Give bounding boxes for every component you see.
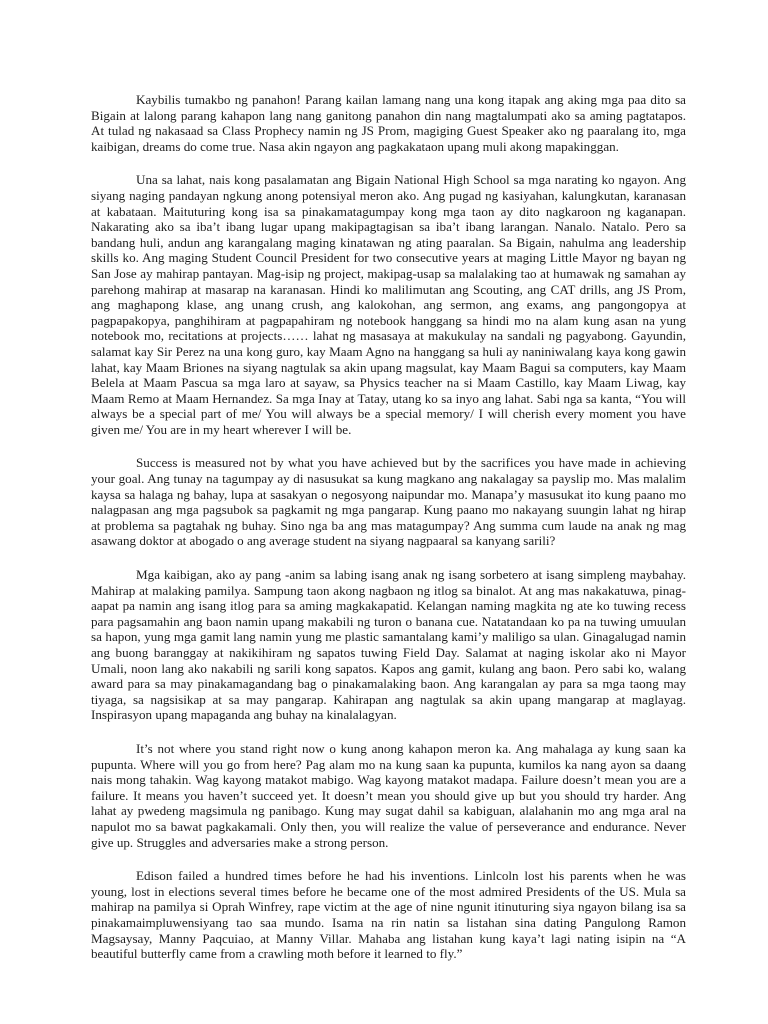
paragraph-gratitude: Una sa lahat, nais kong pasalamatan ang Bigain National High School sa mga narating ko ngayon. Ang siyang naging pandayan ngkung anong potensiyal meron ako. Ang pugad ng kasiyahan, kalungkutan, karanasan at kabataan. Maituturing kong isa sa pinakamatagumpay kong mga taon ay dito nagkaroon ng kaganapan. Nakarating ako sa iba’t ibang lugar upang makipagtagisan sa iba’t ibang larangan. Nanalo. Natalo. Pero sa bandang huli, andun ang karangalang maging kinatawan ng ating paaralan. Sa Bigain, nahulma ang leadership skills ko. Ang maging Student Council President for two consecutive years at maging Little Mayor ng bayan ng San Jose ay mahirap pantayan. Mag-isip ng project, makipag-usap sa malalaking tao at humawak ng samahan ay parehong mahirap at masarap na karanasan. Hindi ko malilimutan ang Scouting, ang CAT drills, ang JS Prom, ang maghapong klase, ang unang crush, ang kalokohan, ang sermon, ang exams, ang pangongopya at pagpapakopya, panghihiram at pagpapahiram ng notebook hanggang sa hindi mo na alam kung asan na yung notebook mo, recitations at projects…… lahat ng masasaya at makukulay na sandali ng pagyabong. Gayundin, salamat kay Sir Perez na una kong guro, kay Maam Agno na hanggang sa huli ay naniniwalang kaya kong gawin lahat, kay Maam Briones na siyang nagtulak sa akin upang magsulat, kay Maam Bagui sa computers, kay Maam Belela at Maam Pascua sa mga laro at sayaw, sa Physics teacher na si Maam Castillo, kay Maam Liwag, kay Maam Remo at Maam Hernandez. Sa mga Inay at Tatay, utang ko sa inyo ang lahat. Sabi nga sa kanta, “You will always be a special part of me/ You will always be a special memory/ I will cherish every moment you have given me/ You are in my heart wherever I will be. (91, 172, 686, 437)
paragraph-direction: It’s not where you stand right now o kung anong kahapon meron ka. Ang mahalaga ay kung saan ka pupunta. Where will you go from here? Pag alam mo na kung saan ka pupunta, kumilos ka nang ayon sa daang nais mong tahakin. Wag kayong matakot mabigo. Wag kayong matakot madapa. Failure doesn’t mean you are a failure. It means you haven’t succeed yet. It doesn’t mean you should give up but you should try harder. Ang lahat ay pwedeng magsimula ng panibago. Kung may sugat dahil sa kabiguan, alalahanin mo ang mga aral na napulot mo sa bawat pagkakamali. Only then, you will realize the value of perseverance and endurance. Never give up. Struggles and adversaries make a strong person. (91, 740, 686, 850)
paragraph-family: Mga kaibigan, ako ay pang -anim sa labing isang anak ng isang sorbetero at isang simpleng maybahay. Mahirap at malaking pamilya. Sampung taon akong nagbaon ng itlog sa binalot. At ang mas nakakatuwa, pinag-aapat pa namin ang isang itlog para sa aming magkakapatid. Kelangan naming magkita ng ate ko tuwing recess para pagsamahin ang baon namin upang makabili ng turon o banana cue. Natatandaan ko pa na tuwing umuulan sa hapon, yung mga gamit lang namin yung me plastic samantalang kami’y maliligo sa ulan. Ginagalugad namin ang buong baranggay at nakikihiram ng sapatos tuwing Field Day. Salamat at naging iskolar ako ni Mayor Umali, noon lang ako nakabili ng sarili kong sapatos. Kapos ang gamit, kulang ang baon. Pero sabi ko, walang award para sa may pinakamagandang bag o pinakamalaking baon. Ang karangalan ay para sa mga taong may tiyaga, sa nagsisikap at sa may pangarap. Kahirapan ang nagtulak sa akin upang mangarap at maglayag. Inspirasyon upang mapaganda ang buhay na kinalalagyan. (91, 567, 686, 723)
paragraph-intro: Kaybilis tumakbo ng panahon! Parang kailan lamang nang una kong itapak ang aking mga paa dito sa Bigain at lalong parang kahapon lang nang ganitong panahon din nang magtalumpati ako sa aming pagtatapos. At tulad ng nakasaad sa Class Prophecy namin ng JS Prom, magiging Guest Speaker ako ng paaralang ito, mga kaibigan, dreams do come true. Nasa akin ngayon ang pagkakataon upang muli akong mapakinggan. (91, 92, 686, 154)
paragraph-examples: Edison failed a hundred times before he had his inventions. Linlcoln lost his parents when he was young, lost in elections several times before he became one of the most admired Presidents of the US. Mula sa mahirap na pamilya si Oprah Winfrey, rape victim at the age of nine ngunit itinuturing siya ngayon bilang isa sa pinakamaimpluwensiyang tao saa mundo. Isama na rin natin sa listahan sina dating Pangulong Ramon Magsaysay, Manny Paqcuiao, at Manny Villar. Mahaba ang listahan kung kaya’t lagi nating isipin na “A beautiful butterfly came from a crawling moth before it learned to fly.” (91, 868, 686, 962)
paragraph-success: Success is measured not by what you have achieved but by the sacrifices you have made in achieving your goal. Ang tunay na tagumpay ay di nasusukat sa kung magkano ang nakalagay sa payslip mo. Mas malalim kaysa sa halaga ng bahay, lupa at sasakyan o negosyong naipundar mo. Manapa’y masusukat ito kung paano mo nalagpasan ang mga pagsubok sa pagkamit ng mga pangarap. Kung paano mo nakayang suungin lahat ng hirap at problema sa pagtahak ng buhay. Sino nga ba ang mas matagumpay? Ang summa cum laude na anak ng mag asawang doktor at abogado o ang average student na siyang nagpaaral sa kanyang sarili? (91, 455, 686, 549)
